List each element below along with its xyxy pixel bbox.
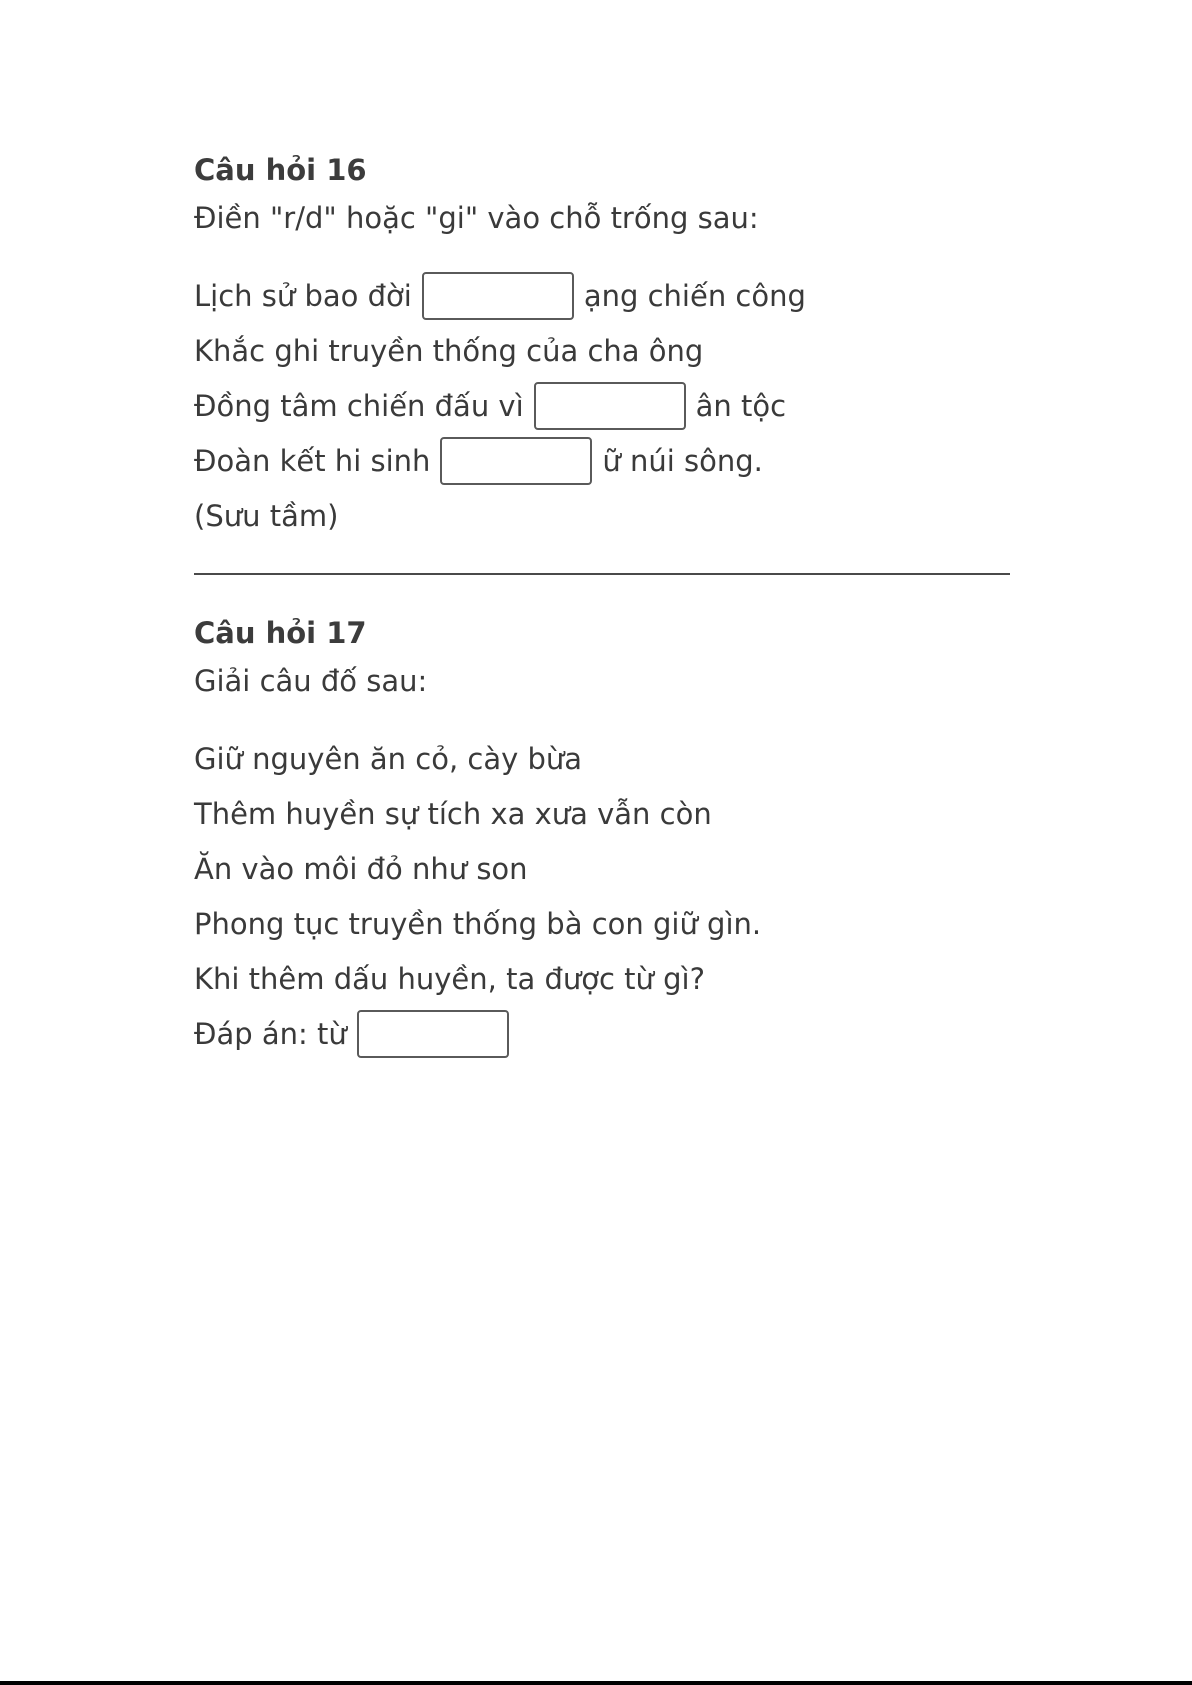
- riddle-line: [194, 786, 1010, 841]
- question-16-prompt: Điền "r/d" hoặc "gi" vào chỗ trống sau:: [194, 201, 759, 235]
- poem-line-4-before: Đoàn kết hi sinh: [194, 443, 431, 478]
- answer-blank-riddle[interactable]: [357, 1010, 509, 1058]
- poem-line-1-before: Lịch sử bao đời: [194, 278, 412, 313]
- riddle-line-text: Phong tục truyền thống bà con giữ gìn.: [194, 906, 762, 941]
- poem-line-1-after: ạng chiến công: [583, 278, 806, 313]
- question-17-riddle: [194, 731, 1010, 1061]
- riddle-line: [194, 841, 1010, 896]
- poem-line-3: [194, 378, 1010, 433]
- poem-line-2-text: Khắc ghi truyền thống của cha ông: [194, 333, 704, 368]
- riddle-line: [194, 896, 1010, 951]
- poem-line-4: [194, 433, 1010, 488]
- question-divider: [194, 573, 1010, 575]
- page-bottom-border: [0, 1681, 1192, 1685]
- worksheet: [194, 150, 1010, 1061]
- answer-blank-2[interactable]: [534, 382, 686, 430]
- poem-line-3-after: ân tộc: [695, 388, 787, 423]
- poem-line-1: [194, 268, 1010, 323]
- riddle-line-text: Thêm huyền sự tích xa xưa vẫn còn: [194, 796, 712, 831]
- question-16: [194, 150, 1010, 543]
- riddle-line: [194, 731, 1010, 786]
- poem-source-text: (Sưu tầm): [194, 498, 339, 533]
- riddle-line-text: Ăn vào môi đỏ như son: [194, 851, 528, 886]
- answer-blank-3[interactable]: [440, 437, 592, 485]
- answer-line: [194, 1006, 1010, 1061]
- question-16-title: Câu hỏi 16: [194, 153, 367, 187]
- poem-line-3-before: Đồng tâm chiến đấu vì: [194, 388, 524, 423]
- riddle-question: [194, 951, 1010, 1006]
- poem-line-2: [194, 323, 1010, 378]
- question-17-prompt: Giải câu đố sau:: [194, 664, 428, 698]
- answer-label: Đáp án: từ: [194, 1016, 347, 1051]
- answer-blank-1[interactable]: [422, 272, 574, 320]
- poem-source: [194, 488, 1010, 543]
- question-16-poem: [194, 268, 1010, 543]
- question-17: [194, 613, 1010, 1061]
- riddle-line-text: Giữ nguyên ăn cỏ, cày bừa: [194, 741, 583, 776]
- riddle-question-text: Khi thêm dấu huyền, ta được từ gì?: [194, 961, 705, 996]
- poem-line-4-after: ữ núi sông.: [602, 443, 763, 478]
- question-17-title: Câu hỏi 17: [194, 616, 367, 650]
